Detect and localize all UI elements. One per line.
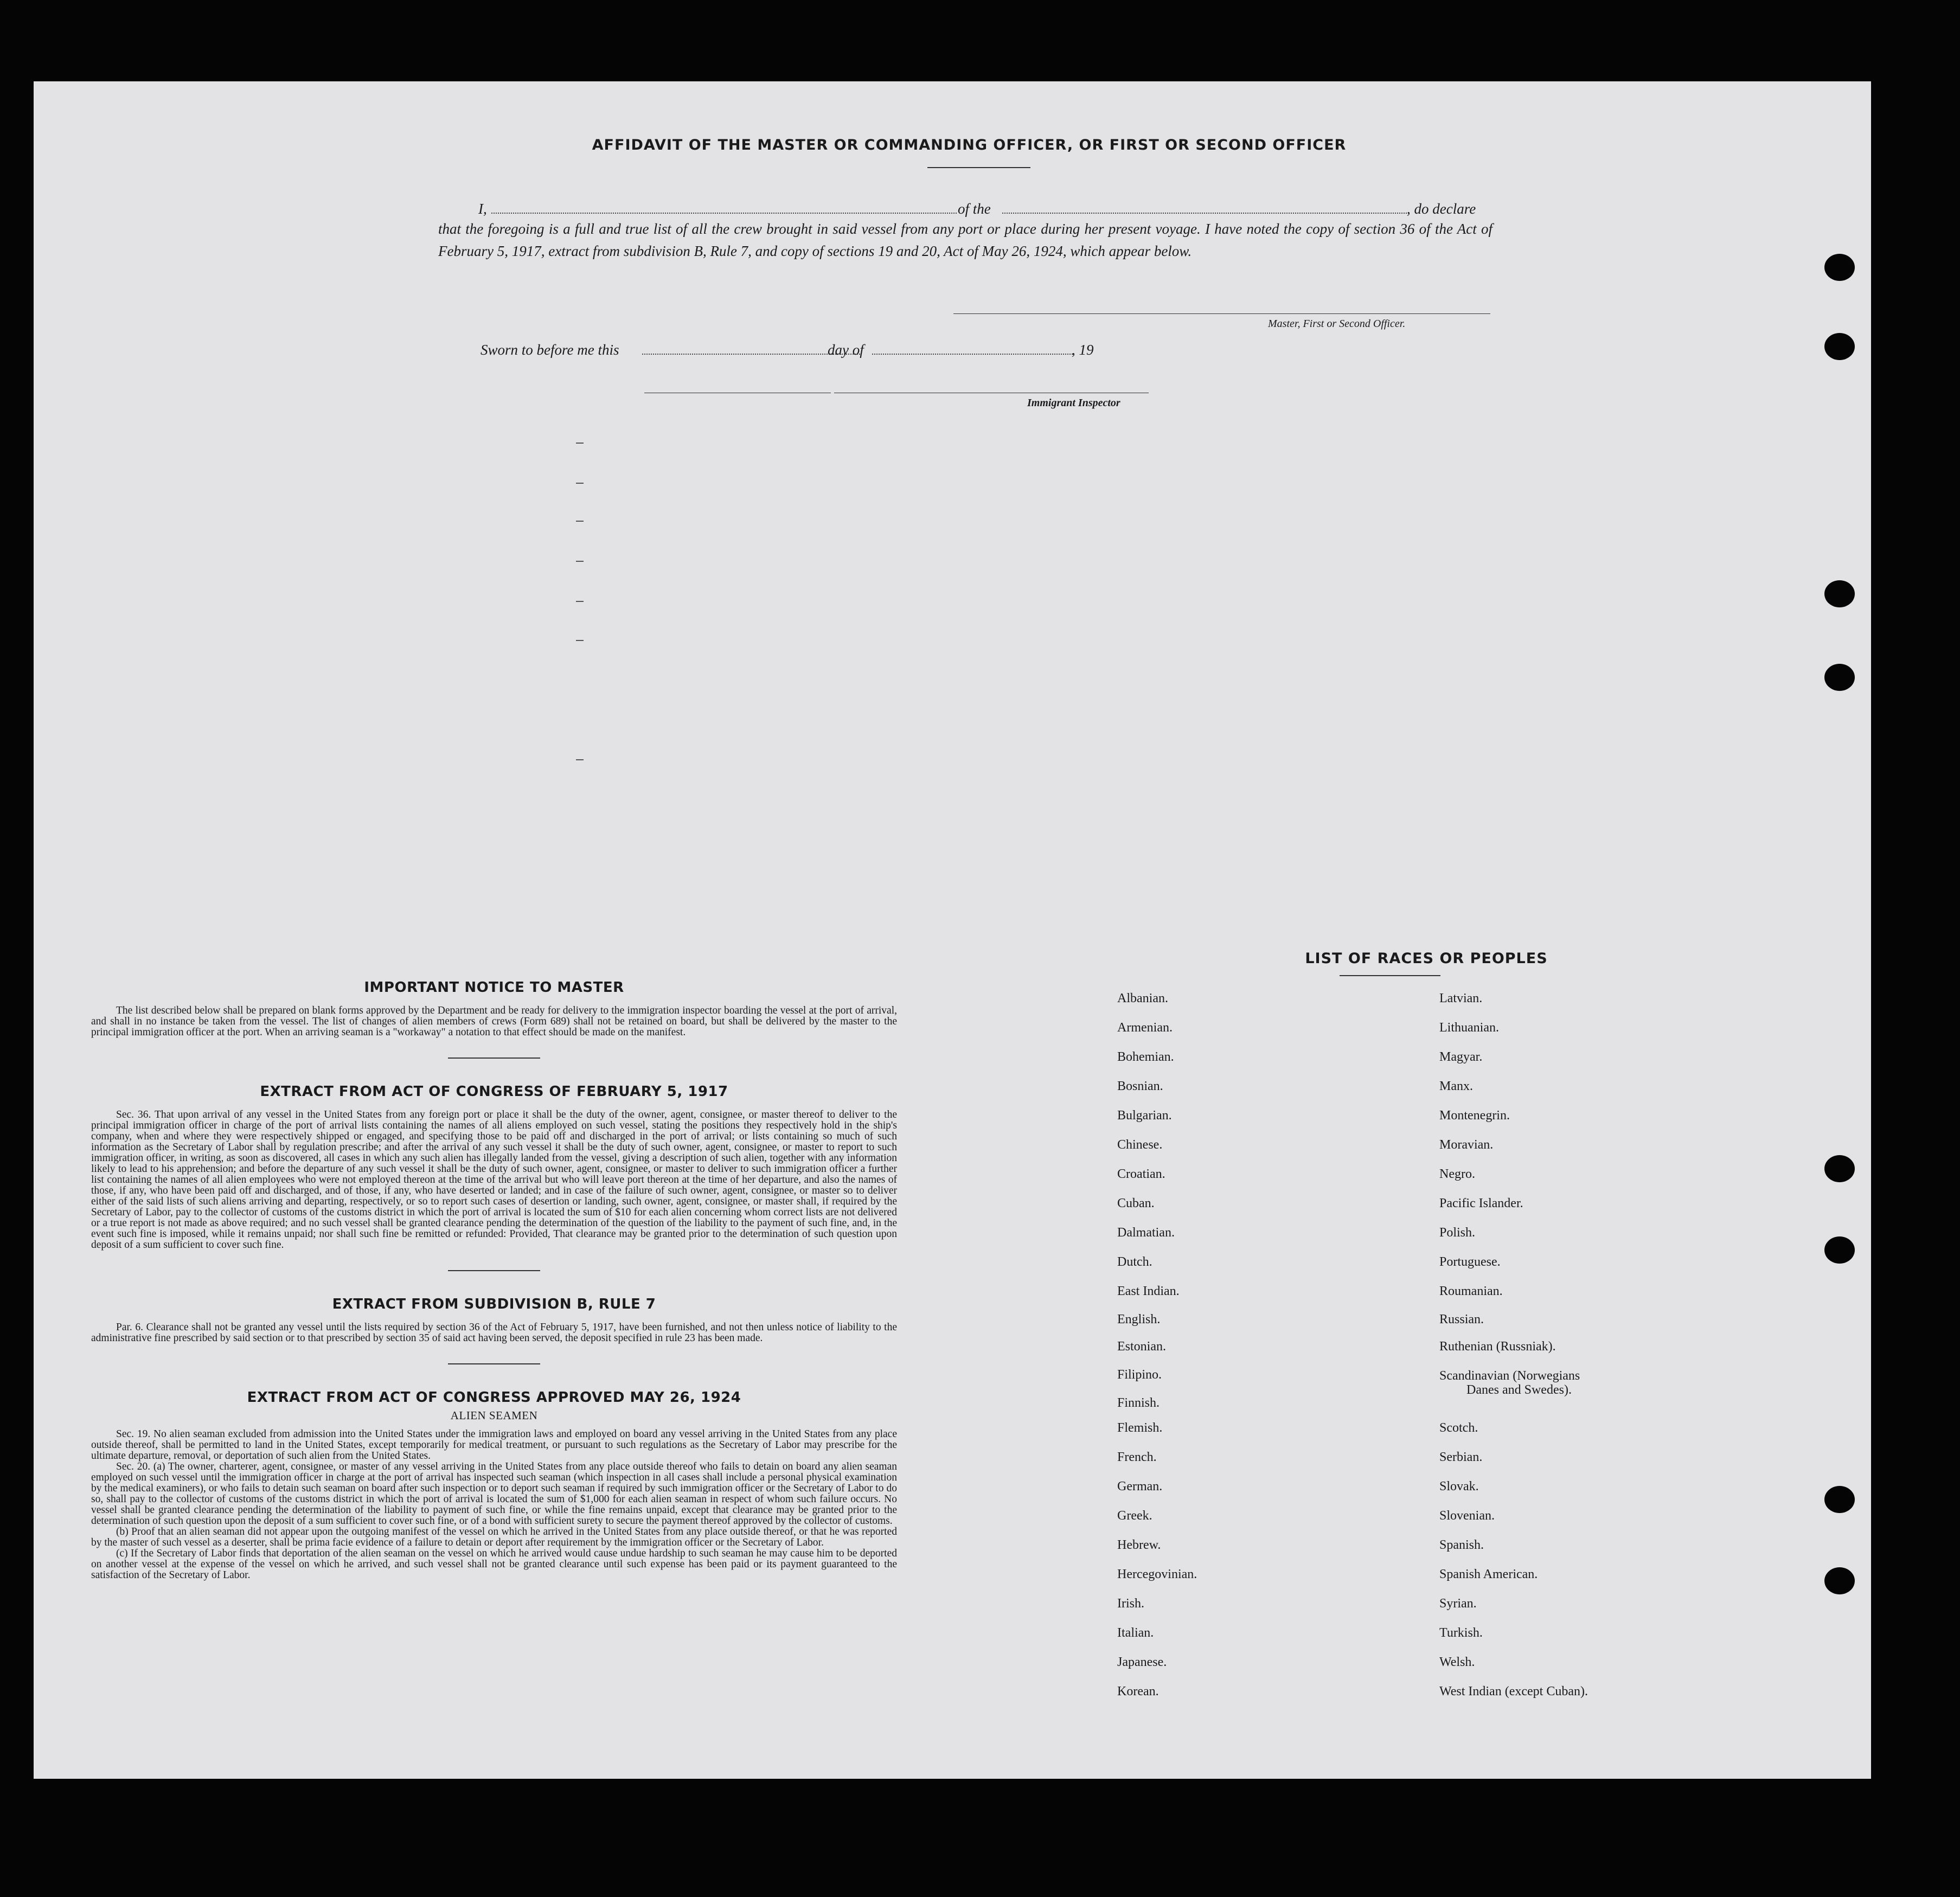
race-item: Bohemian. — [1117, 1050, 1174, 1064]
margin-dash — [576, 561, 584, 562]
binder-hole — [1824, 1155, 1855, 1182]
race-item: Korean. — [1117, 1684, 1159, 1699]
races-title-underline — [1340, 975, 1440, 976]
race-item: Dutch. — [1117, 1255, 1152, 1269]
race-item: German. — [1117, 1479, 1163, 1494]
race-item: Hebrew. — [1117, 1538, 1161, 1552]
race-item: Cuban. — [1117, 1196, 1155, 1210]
race-item: Croatian. — [1117, 1167, 1165, 1181]
race-item: Filipino. — [1117, 1368, 1162, 1382]
race-item: Italian. — [1117, 1626, 1154, 1640]
section-separator — [448, 1270, 540, 1271]
extract-1917-title: EXTRACT FROM ACT OF CONGRESS OF FEBRUARY 5, 1917 — [260, 1084, 728, 1100]
margin-dash — [576, 601, 584, 602]
race-item: Serbian. — [1439, 1450, 1483, 1464]
race-item: Slovenian. — [1439, 1509, 1495, 1523]
title-underline — [927, 167, 1030, 168]
race-item: Flemish. — [1117, 1421, 1163, 1435]
race-item: Spanish American. — [1439, 1567, 1538, 1581]
margin-dash — [576, 443, 584, 444]
binder-hole — [1824, 254, 1855, 281]
race-item: Greek. — [1117, 1509, 1152, 1523]
extract-1917-text: Sec. 36. That upon arrival of any vessel in the United States from any foreign port or place it shall be the duty of the owner, agent, consignee, or master thereof to deliver to the principal immigration officer in charge of the port of arrival lists containing the names of all aliens employed on such vessel, stating the positions they respectively hold in the ship's company, when and where they were respectively shipped or engaged, and specifying those to be paid off and discharged in the port of arrival; or lists containing so much of such information as the Secretary of Labor shall by regulation prescribe; and after the arrival of any such vessel it shall be the duty of such owner, agent, consignee, or master to report to such immigration officer, in writing, as soon as discovered, all cases in which any such alien has illegally landed from the vessel, giving a description of such alien, together with any information likely to lead to his apprehension; and before the departure of any such vessel it shall be the duty of such owner, agent, consignee, or master to deliver to such immigration officer a further list containing the names of all alien employees who were not employed thereon at the time of the arrival but who will leave port thereon at the time of her departure, and also the names of those, if any, who have been paid off and discharged, and of those, if any, who have deserted or landed; and in case of the failure of such owner, agent, consignee, or master so to deliver either of the said lists of such aliens arriving and departing, respectively, or so to report such cases of desertion or landing, such owner, agent, consignee, or master shall, if required by the Secretary of Labor, pay to the collector of customs of the customs district in which the port of arrival is located the sum of $10 for each alien concerning whom correct lists are not delivered or a true report is not made as above required; and no such vessel shall be granted clearance pending the determination of the question of the liability to the payment of such fine, and, in the event such fine is imposed, while it remains unpaid; nor shall such fine be remitted or refunded: Provided, That clearance may be granted prior to the determination of such question upon deposit of a sum sufficient to cover such fine. — [91, 1109, 897, 1251]
section-separator — [448, 1363, 540, 1364]
race-item: Polish. — [1439, 1226, 1476, 1240]
race-item: Montenegrin. — [1439, 1108, 1510, 1123]
races-title: LIST OF RACES OR PEOPLES — [1305, 950, 1548, 967]
race-item: Irish. — [1117, 1597, 1144, 1611]
race-item: Finnish. — [1117, 1396, 1160, 1410]
notice-title: IMPORTANT NOTICE TO MASTER — [364, 979, 624, 996]
race-item: Moravian. — [1439, 1138, 1494, 1152]
extract-1924-title: EXTRACT FROM ACT OF CONGRESS APPROVED MAY 26, 1924 — [247, 1389, 741, 1406]
affidavit-body: that the foregoing is a full and true list of all the crew brought in said vessel from any port or place during her present voyage. I have noted the copy of section 36 of the Act of February 5, 1917, extract from subdivision B, Rule 7, and copy of sections 19 and 20, Act of May 26, 1924, which appear below. — [438, 221, 1493, 259]
binder-hole — [1824, 1486, 1855, 1513]
document-page — [34, 81, 1871, 1779]
extract-rule7-text: Par. 6. Clearance shall not be granted any vessel until the lists required by section 36 of the Act of February 5, 1917, have been furnished, and not then unless notice of liability to the administrative fine prescribed by said section or to that prescribed by section 35 of said act having been served, the deposit specified in rule 23 has been made. — [91, 1322, 897, 1344]
affidavit-title: AFFIDAVIT OF THE MASTER OR COMMANDING OFFICER, OR FIRST OR SECOND OFFICER — [592, 137, 1347, 153]
binder-hole — [1824, 1567, 1855, 1594]
race-item: Albanian. — [1117, 991, 1168, 1005]
race-item: Russian. — [1439, 1312, 1484, 1326]
race-item: Chinese. — [1117, 1138, 1163, 1152]
race-item: Scotch. — [1439, 1421, 1478, 1435]
race-item: Lithuanian. — [1439, 1021, 1499, 1035]
affidavit-of-the-label: of the — [958, 201, 991, 217]
race-item: Manx. — [1439, 1079, 1473, 1093]
name-blank — [491, 213, 957, 214]
race-item: Pacific Islander. — [1439, 1196, 1523, 1210]
race-item: East Indian. — [1117, 1284, 1180, 1298]
inspector-label: Immigrant Inspector — [1027, 397, 1120, 409]
race-item: Bulgarian. — [1117, 1108, 1172, 1123]
race-item: Armenian. — [1117, 1021, 1173, 1035]
notice-text: The list described below shall be prepared on blank forms approved by the Department and be ready for delivery to the immigration inspector boarding the vessel at the port of arrival, and shall in no instance be taken from the vessel. The list of changes of alien members of crews (Form 689) shall not be retained on board, but shall be delivered by the master to the principal immigration officer at the port. When an arriving seaman is a "workaway" a notation to that effect should be made on the manifest. — [91, 1005, 897, 1038]
race-item: Magyar. — [1439, 1050, 1483, 1064]
sworn-day-of-label: day of — [828, 342, 864, 358]
margin-dash — [576, 759, 584, 760]
race-item: Spanish. — [1439, 1538, 1484, 1552]
race-item: Japanese. — [1117, 1655, 1167, 1669]
margin-dash — [576, 640, 584, 641]
race-item: Roumanian. — [1439, 1284, 1503, 1298]
extract-1924-sec20a: Sec. 20. (a) The owner, charterer, agent, consignee, or master of any vessel arriving in the United States from any place outside thereof who fails to detain on board any alien seaman employed on such vessel until the immigration officer in charge at the port of arrival has inspected such seaman (which inspection in all cases shall include a personal physical examination by the medical examiners), or who fails to detain such seaman on board after such inspection or to deport such seaman if required by such immigration officer or the Secretary of Labor to do so, shall pay to the collector of customs of the customs district in which the port of arrival is located the sum of $1,000 for each alien seaman in respect of whom such failure occurs. No vessel shall be granted clearance pending the determination of the liability to payment of such fine, or while the fine remains unpaid, except that clearance may be granted prior to the determination of such question upon the deposit of a sum sufficient to cover such fine, or of a bond with sufficient surety to secure the payment thereof approved by the collector of customs. — [91, 1461, 897, 1527]
extract-1924-sec20c: (c) If the Secretary of Labor finds that deportation of the alien seaman on the vessel on which he arrived would cause undue hardship to such seaman he may cause him to be deported on another vessel at the expense of the vessel on which he arrived, and such vessel shall not be granted clearance until such expense has been paid or its payment guaranteed to the satisfaction of the Secretary of Labor. — [91, 1548, 897, 1581]
affidavit-declare-label: , do declare — [1407, 201, 1476, 217]
binder-hole — [1824, 333, 1855, 360]
binder-hole — [1824, 1236, 1855, 1264]
race-item: Negro. — [1439, 1167, 1475, 1181]
race-item: Turkish. — [1439, 1626, 1483, 1640]
extract-1924-sec20b: (b) Proof that an alien seaman did not appear upon the outgoing manifest of the vessel on which he arrived in the United States from any place outside thereof, or that he was reported by the master of such vessel as a deserter, shall be prima facie evidence of a failure to detain or deport after requirement by the immigration officer or the Secretary of Labor. — [91, 1526, 897, 1548]
section-separator — [448, 1058, 540, 1059]
sworn-month-blank — [872, 354, 1073, 355]
sworn-year-label: , 19 — [1072, 342, 1094, 358]
race-item: Danes and Swedes). — [1466, 1383, 1572, 1397]
extract-rule7-title: EXTRACT FROM SUBDIVISION B, RULE 7 — [332, 1296, 656, 1312]
binder-hole — [1824, 664, 1855, 691]
race-item: Ruthenian (Russniak). — [1439, 1340, 1556, 1354]
race-item: West Indian (except Cuban). — [1439, 1684, 1588, 1699]
margin-dash — [576, 521, 584, 522]
binder-hole — [1824, 580, 1855, 607]
race-item: Dalmatian. — [1117, 1226, 1175, 1240]
race-item: Estonian. — [1117, 1340, 1166, 1354]
master-signature-label: Master, First or Second Officer. — [1268, 318, 1406, 330]
race-item: Syrian. — [1439, 1597, 1477, 1611]
race-item: Scandinavian (Norwegians — [1439, 1369, 1580, 1383]
extract-1924-subtitle: ALIEN SEAMEN — [450, 1409, 538, 1422]
legal-extracts — [91, 979, 897, 1581]
race-item: Latvian. — [1439, 991, 1483, 1005]
sworn-label: Sworn to before me this — [481, 342, 619, 358]
race-item: French. — [1117, 1450, 1157, 1464]
race-item: Slovak. — [1439, 1479, 1479, 1494]
race-item: Welsh. — [1439, 1655, 1475, 1669]
margin-dash — [576, 483, 584, 484]
vessel-blank — [1002, 213, 1407, 214]
extract-1924-sec19: Sec. 19. No alien seaman excluded from admission into the United States under the immigration laws and employed on board any vessel arriving in the United States from any place outside thereof, shall be permitted to land in the United States, except temporarily for medical treatment, or pursuant to such regulations as the Secretary of Labor may prescribe for the ultimate departure, removal, or deportation of such alien from the United States. — [91, 1428, 897, 1462]
affidavit-i-label: I, — [478, 201, 487, 217]
race-item: Hercegovinian. — [1117, 1567, 1197, 1581]
race-item: Portuguese. — [1439, 1255, 1501, 1269]
race-item: Bosnian. — [1117, 1079, 1163, 1093]
master-signature-line — [953, 313, 1490, 314]
race-item: English. — [1117, 1312, 1161, 1326]
